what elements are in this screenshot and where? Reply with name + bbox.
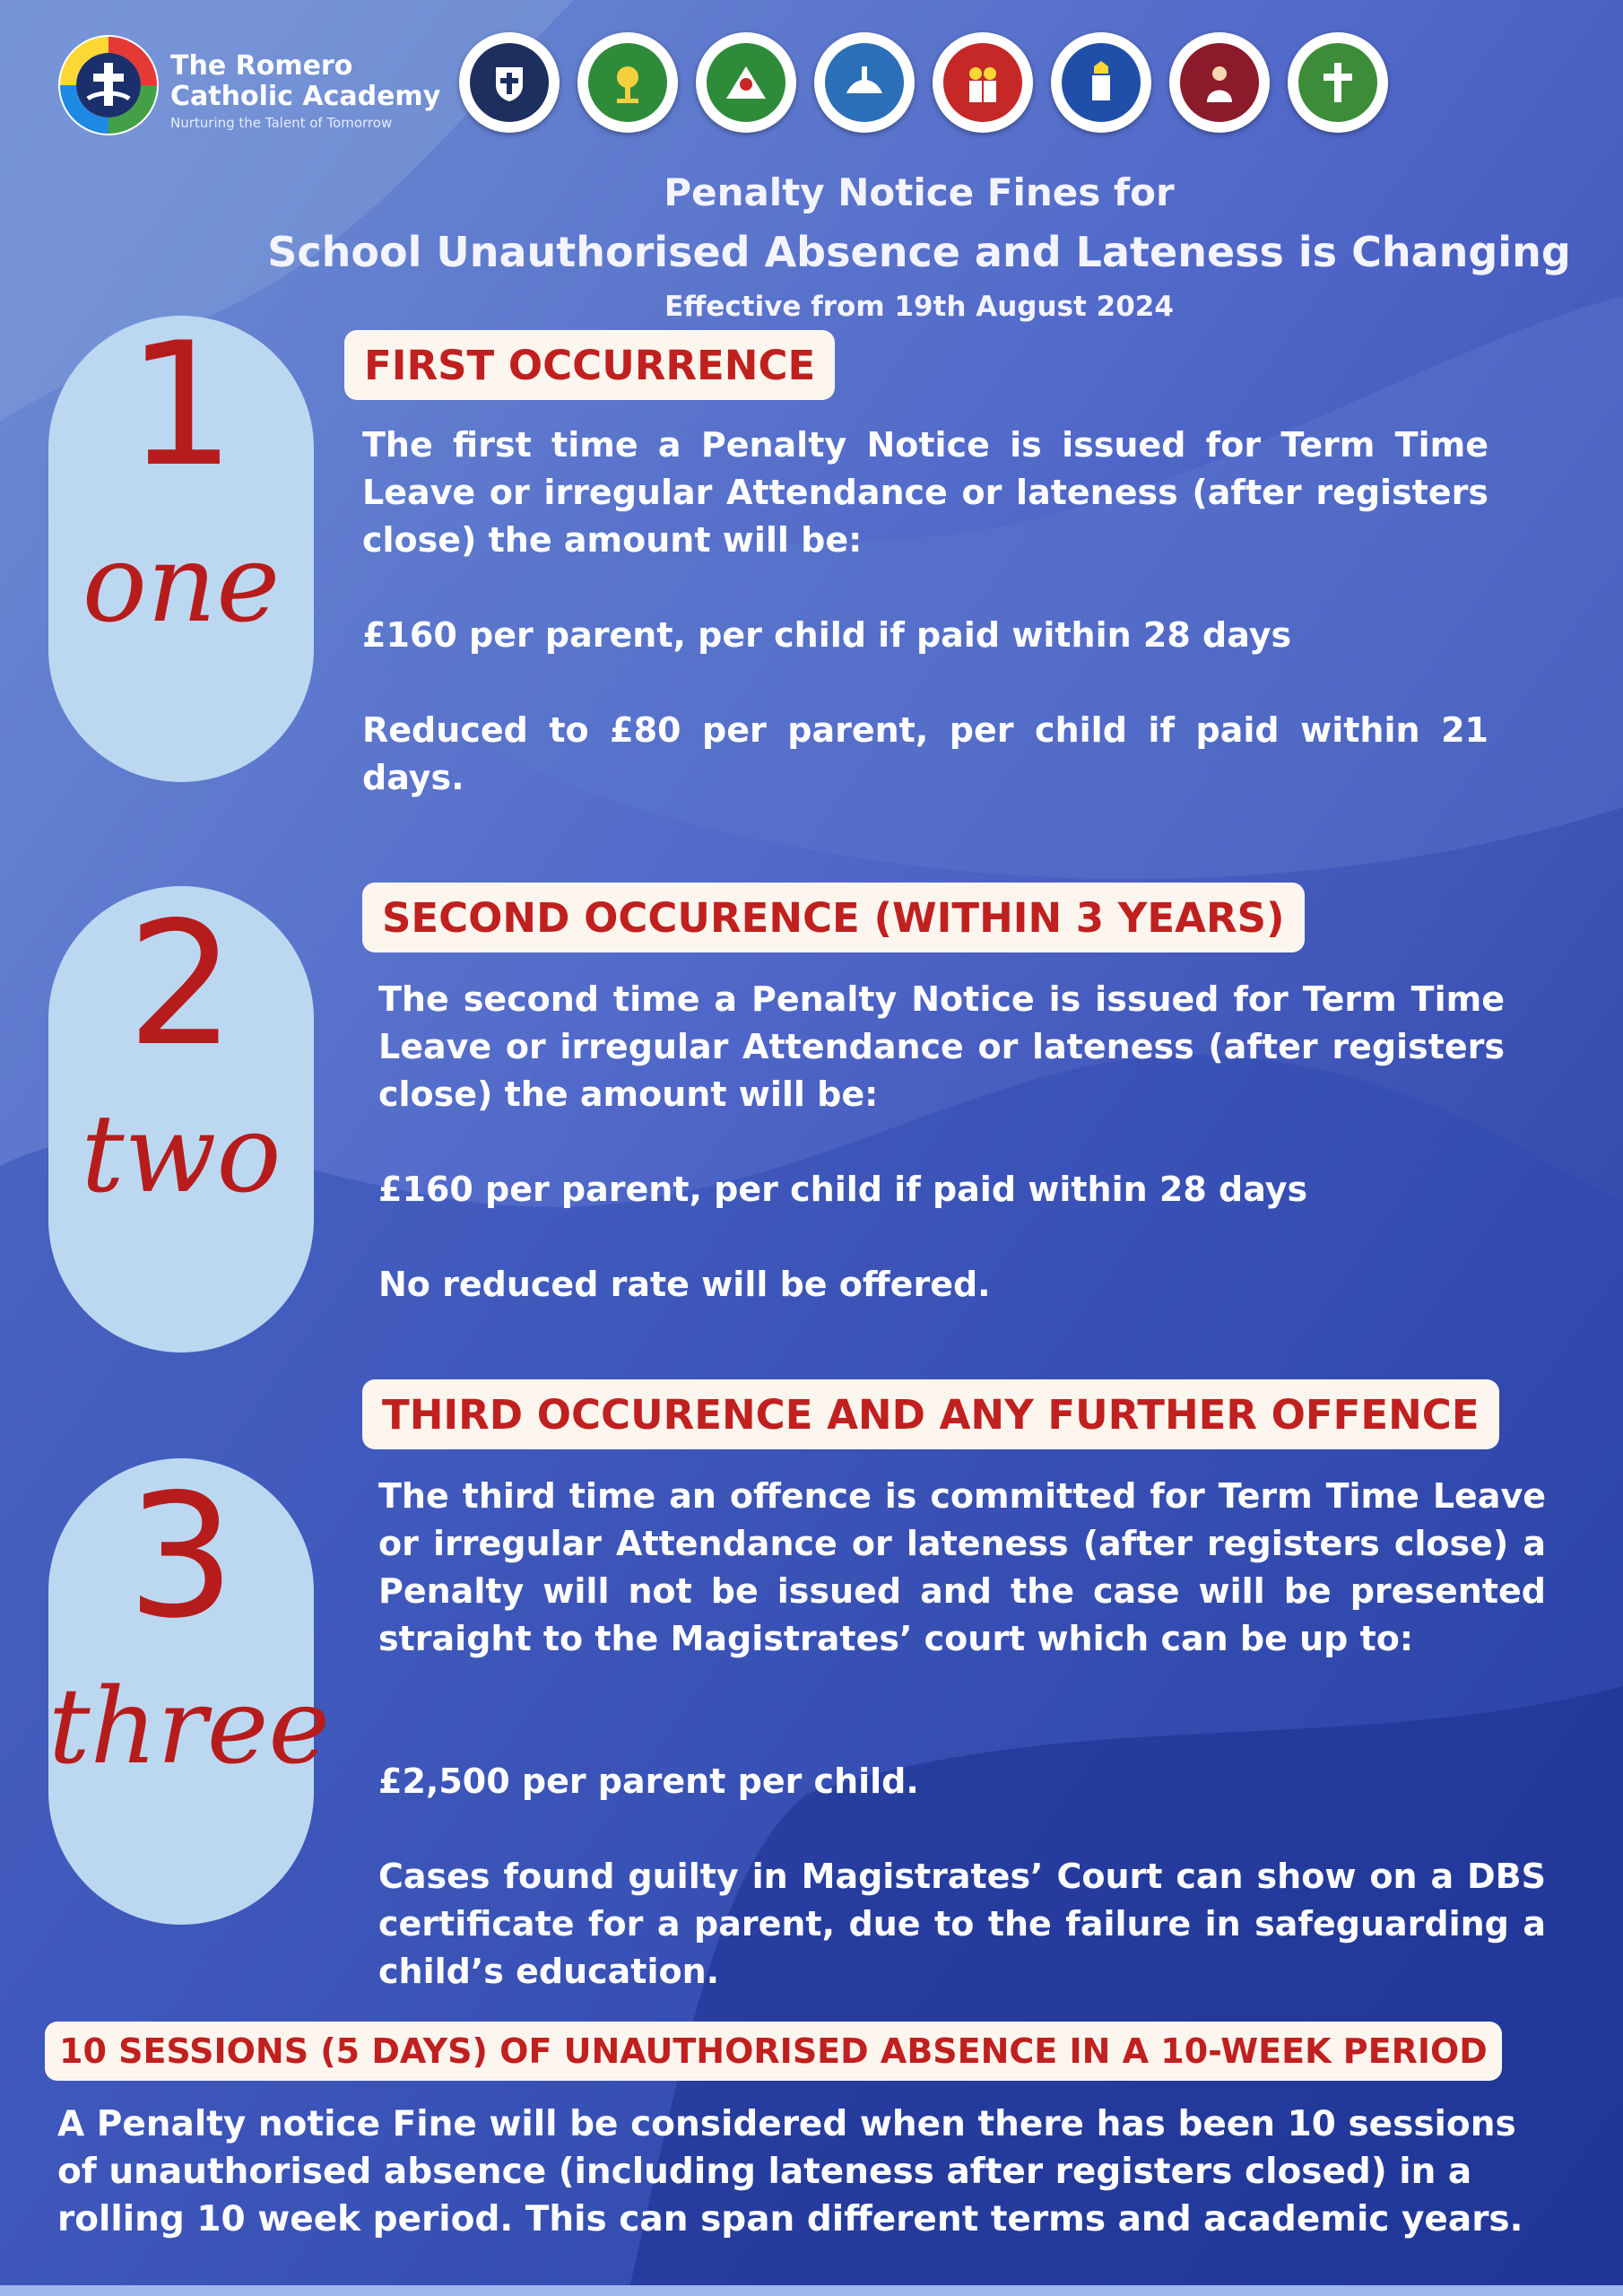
section-amount-first: £160 per parent, per child if paid within 28 days bbox=[362, 615, 1292, 655]
page-title-line1: Penalty Notice Fines for bbox=[664, 170, 1175, 214]
section-body-first: The first time a Penalty Notice is issued for Term Time Leave or irregular Attendance or lateness (after registers close) the amount will be: bbox=[362, 425, 1488, 560]
academy-logo bbox=[56, 32, 441, 140]
section-body-second: The second time a Penalty Notice is issued for Term Time Leave or irregular Attendance or lateness (after registers close) the amount will be: bbox=[378, 979, 1505, 1114]
number-pill-one bbox=[48, 306, 314, 782]
section-note-first: Reduced to £80 per parent, per child if paid within 21 days. bbox=[362, 710, 1488, 797]
section-number-word: one bbox=[82, 522, 281, 647]
academy-name-line2: Catholic Academy bbox=[170, 81, 441, 112]
section-amount-third: £2,500 per parent per child. bbox=[378, 1761, 919, 1801]
school-crest-6-icon bbox=[1051, 32, 1151, 133]
academy-name-line1: The Romero bbox=[170, 50, 353, 82]
school-crest-2-icon bbox=[577, 32, 678, 133]
school-crest-5-icon bbox=[933, 32, 1033, 133]
school-crest-3-icon bbox=[696, 32, 796, 133]
academy-emblem-icon bbox=[56, 32, 161, 138]
school-logos-row bbox=[459, 32, 1392, 140]
page-title-line2: School Unauthorised Absence and Lateness is Changing bbox=[267, 228, 1571, 276]
section-heading-first: FIRST OCCURRENCE bbox=[344, 330, 835, 400]
section-number-word: two bbox=[81, 1092, 282, 1217]
school-crest-4-icon bbox=[814, 32, 915, 133]
section-number-word: three bbox=[48, 1666, 331, 1787]
footer-heading: 10 SESSIONS (5 DAYS) OF UNAUTHORISED ABSENCE IN A 10-WEEK PERIOD bbox=[45, 2022, 1502, 2081]
section-number: 3 bbox=[126, 1457, 236, 1656]
section-number: 2 bbox=[126, 885, 236, 1083]
footer-body: A Penalty notice Fine will be considered when there has been 10 sessions of unauthorised absence (including lateness after registers closed) in a rolling 10 week period. This can span different terms and academic years. bbox=[57, 2104, 1523, 2239]
section-number: 1 bbox=[126, 306, 236, 504]
effective-date: Effective from 19th August 2024 bbox=[664, 291, 1174, 323]
section-note-third: Cases found guilty in Magistrates’ Court can show on a DBS certificate for a parent, due to the failure in safeguarding a child’s education. bbox=[378, 1857, 1546, 1991]
academy-tagline: Nurturing the Talent of Tomorrow bbox=[170, 115, 393, 131]
section-heading-second: SECOND OCCURENCE (WITHIN 3 YEARS) bbox=[362, 883, 1305, 952]
school-crest-8-icon bbox=[1288, 32, 1388, 133]
school-crest-7-icon bbox=[1169, 32, 1270, 133]
school-crest-1-icon bbox=[459, 32, 560, 133]
number-pill-three bbox=[48, 1457, 331, 1925]
section-body-third: The third time an offence is committed for Term Time Leave or irregular Attendance or lateness (after registers close) a Penalty will not be issued and the case will be presented straight to the Magistrates’ court which can be up to: bbox=[378, 1476, 1546, 1658]
section-heading-third: THIRD OCCURENCE AND ANY FURTHER OFFENCE bbox=[362, 1379, 1499, 1449]
section-note-second: No reduced rate will be offered. bbox=[378, 1265, 991, 1304]
section-amount-second: £160 per parent, per child if paid within 28 days bbox=[378, 1170, 1308, 1209]
number-pill-two bbox=[48, 886, 314, 1352]
